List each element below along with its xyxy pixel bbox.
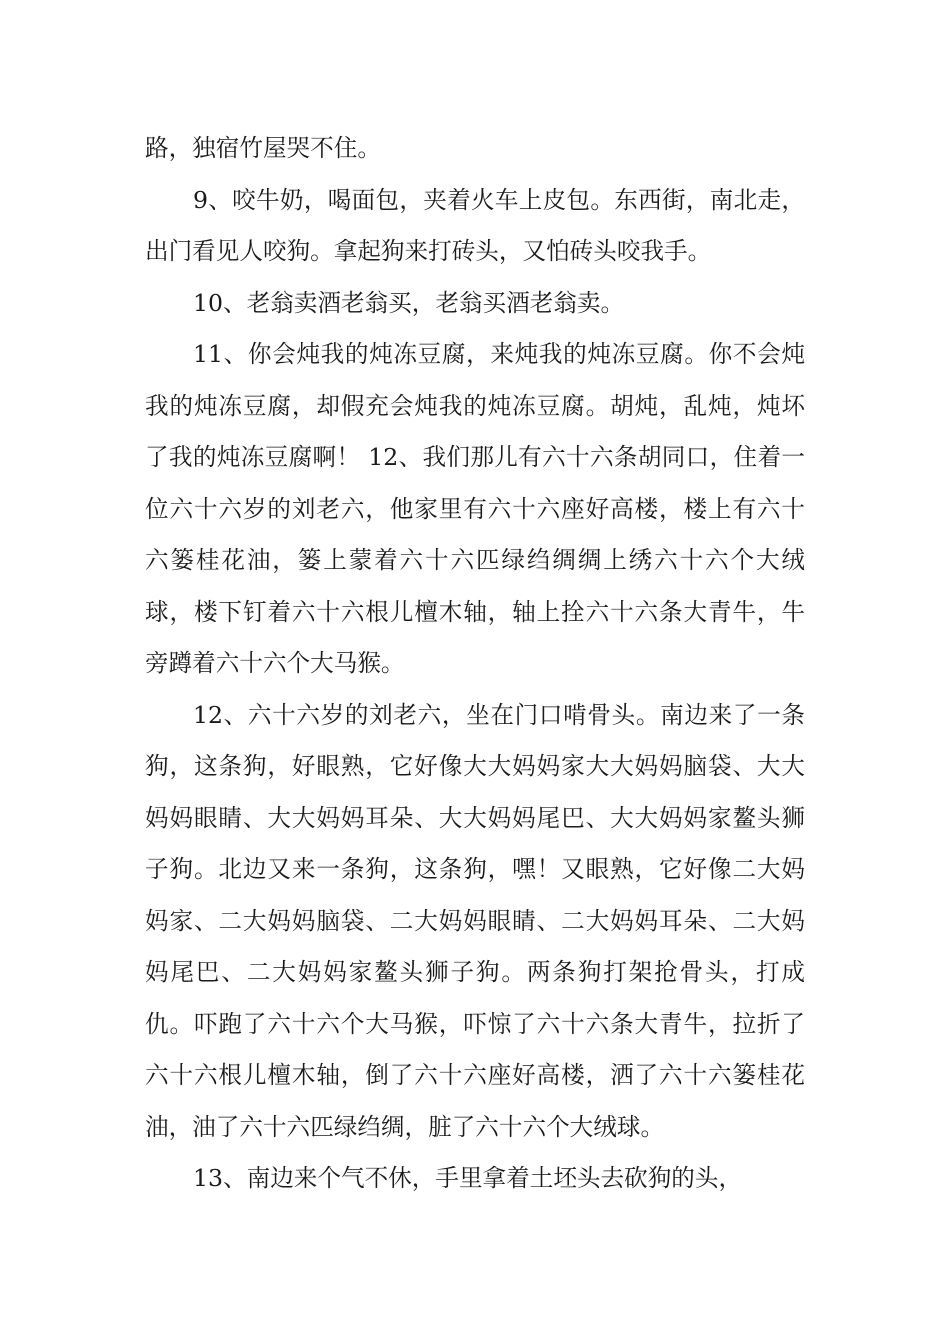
paragraph-item-12: 12、六十六岁的刘老六，坐在门口啃骨头。南边来了一条狗，这条狗，好眼熟，它好像大大妈妈家大大妈妈脑袋、大大妈妈眼睛、大大妈妈耳朵、大大妈妈尾巴、大大妈妈家鳌头狮子狗。北边又来一条狗，这条狗，嘿！又眼熟，它好像二大妈妈家、二大妈妈脑袋、二大妈妈眼睛、二大妈妈耳朵、二大妈妈尾巴、二大妈妈家鳌头狮子狗。两条狗打架抢骨头，打成仇。吓跑了六十六个大马猴，吓惊了六十六条大青牛，拉折了六十六根儿檀木轴，倒了六十六座好高楼，洒了六十六篓桂花油，油了六十六匹绿绉绸，脏了六十六个大绒球。 [145, 700, 805, 1141]
document-page [145, 123, 805, 1205]
paragraph-item-13: 13、南边来个气不休，手里拿着土坯头去砍狗的头， [193, 1164, 743, 1192]
paragraph-item-11: 11、你会炖我的炖冻豆腐，来炖我的炖冻豆腐。你不会炖我的炖冻豆腐，却假充会炖我的炖冻豆腐。胡炖，乱炖，炖坏了我的炖冻豆腐啊！ 12、我们那儿有六十六条胡同口，住着一位六十六岁的刘老六，他家里有六十六座好高楼，楼上有六十六篓桂花油，篓上蒙着六十六匹绿绉绸绸上绣六十六个大绒球，楼下钉着六十六根儿檀木轴，轴上拴六十六条大青牛，牛旁蹲着六十六个大马猴。 [145, 340, 805, 677]
paragraph-item-10: 10、老翁卖酒老翁买，老翁买酒老翁卖。 [193, 288, 625, 317]
paragraph-item-9: 9、咬牛奶，喝面包，夹着火车上皮包。东西街，南北走，出门看见人咬狗。拿起狗来打砖头，又怕砖头咬我手。 [145, 185, 805, 265]
paragraph-continuation: 路，独宿竹屋哭不住。 [145, 134, 381, 162]
